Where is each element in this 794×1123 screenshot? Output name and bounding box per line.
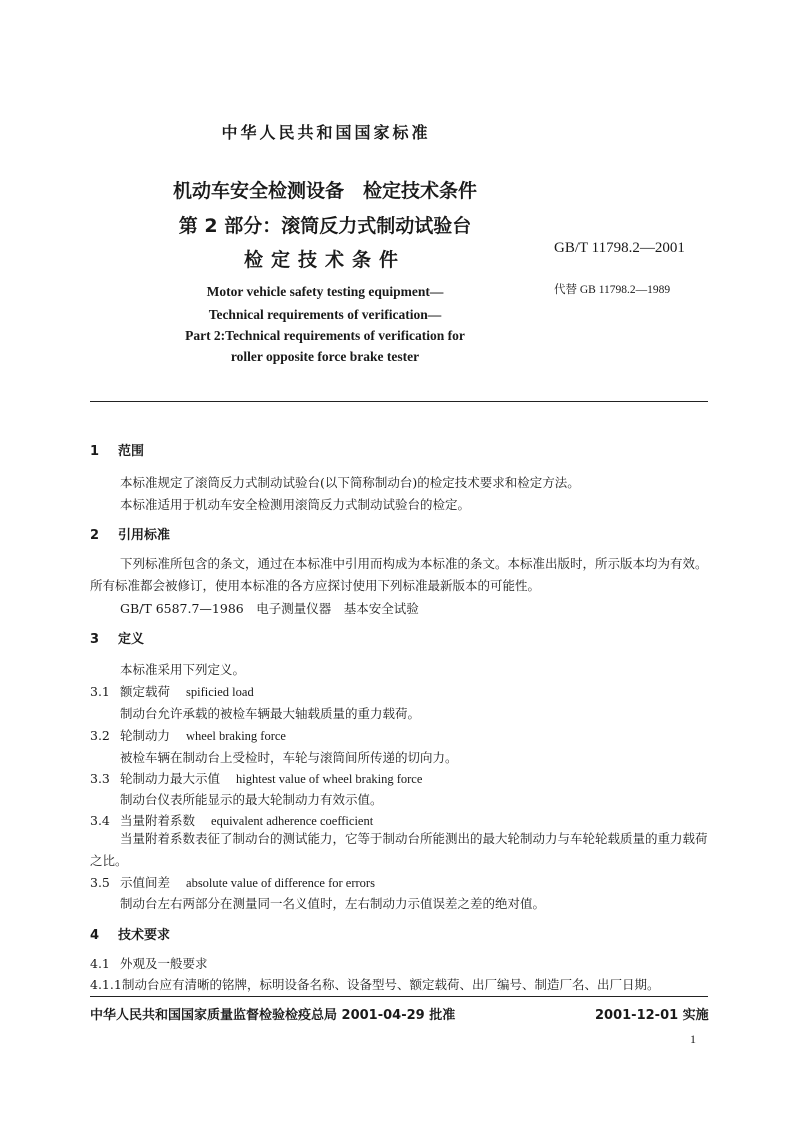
section-3-heading [90, 628, 144, 647]
section-2-heading [90, 524, 170, 543]
term-english: absolute value of difference for errors [186, 876, 375, 890]
section-2-paragraph-text: 下列标准所包含的条文，通过在本标准中引用而构成为本标准的条文。本标准出版时，所示版本均为有效。所有标准都会被修订，使用本标准的各方应探讨使用下列标准最新版本的可能性。 [90, 556, 708, 593]
term-number: 3.4 [90, 813, 110, 828]
section-2-title: 引用标准 [118, 528, 171, 543]
subsection-4-1-1 [90, 975, 660, 993]
term-chinese: 示值间差 [120, 875, 171, 890]
term-3-4-definition-text: 当量附着系数表征了制动台的测试能力，它等于制动台所能测出的最大轮制动力与车轮轮载质量的重力载荷之比。 [90, 831, 708, 868]
term-chinese: 额定载荷 [120, 684, 171, 699]
english-title-line-3: Part 2:Technical requirements of verification for [185, 328, 465, 343]
term-english: wheel braking force [186, 729, 286, 743]
term-number: 3.5 [90, 875, 110, 890]
term-3-1-definition: 制动台允许承载的被检车辆最大轴载质量的重力载荷。 [120, 706, 421, 721]
term-number: 3.3 [90, 771, 110, 786]
subsection-title: 外观及一般要求 [120, 956, 208, 971]
section-2-paragraph [90, 553, 710, 597]
subsection-4-1 [90, 954, 208, 972]
term-english: equivalent adherence coefficient [211, 814, 374, 828]
english-title-line-1: Motor vehicle safety testing equipment— [206, 284, 444, 299]
reference-standard: GB/T 6587.7—1986 电子测量仪器 基本安全试验 [120, 601, 419, 616]
section-1-heading [90, 440, 144, 459]
section-1-paragraph-2: 本标准适用于机动车安全检测用滚筒反力式制动试验台的检定。 [120, 497, 471, 512]
english-title-line-2: Technical requirements of verification— [208, 307, 442, 322]
title-line-2: 第 2 部分：滚筒反力式制动试验台 [178, 215, 472, 237]
term-english: spificied load [186, 685, 254, 699]
section-4-number: 4 [90, 928, 100, 943]
title-line-1: 机动车安全检测设备 检定技术条件 [172, 180, 477, 202]
standard-number: GB/T 11798.2—2001 [554, 240, 685, 256]
page-number: 1 [690, 1032, 696, 1046]
term-number: 3.2 [90, 728, 110, 743]
title-line-3: 检定技术条件 [243, 249, 406, 271]
section-3-number: 3 [90, 632, 100, 647]
term-3-1 [90, 682, 254, 700]
subsection-number: 4.1.1 [90, 977, 122, 992]
term-3-3-definition: 制动台仪表所能显示的最大轮制动力有效示值。 [120, 792, 383, 807]
replaces-standard: 代替 GB 11798.2—1989 [554, 284, 671, 296]
approval-line: 中华人民共和国国家质量监督检验检疫总局 2001-04-29 批准 [90, 1008, 456, 1023]
section-4-heading [90, 924, 170, 943]
term-number: 3.1 [90, 684, 110, 699]
term-3-3 [90, 769, 422, 787]
national-standard-heading: 中华人民共和国国家标准 [221, 123, 431, 142]
term-3-4 [90, 811, 373, 829]
term-chinese: 轮制动力 [120, 728, 171, 743]
header-divider [90, 401, 708, 402]
section-1-paragraph-1: 本标准规定了滚筒反力式制动试验台(以下简称制动台)的检定技术要求和检定方法。 [120, 475, 580, 490]
term-chinese: 当量附着系数 [120, 813, 196, 828]
section-3-title: 定义 [118, 632, 145, 647]
section-2-number: 2 [90, 528, 100, 543]
section-3-intro: 本标准采用下列定义。 [120, 662, 246, 677]
term-chinese: 轮制动力最大示值 [120, 771, 221, 786]
footer-divider [90, 996, 708, 997]
section-4-title: 技术要求 [118, 928, 171, 943]
subsection-text: 制动台应有清晰的铭牌，标明设备名称、设备型号、额定载荷、出厂编号、制造厂名、出厂日期。 [122, 977, 660, 992]
term-3-2-definition: 被检车辆在制动台上受检时，车轮与滚筒间所传递的切向力。 [120, 750, 458, 765]
term-3-4-definition [90, 828, 710, 872]
term-3-5-definition: 制动台左右两部分在测量同一名义值时，左右制动力示值误差之差的绝对值。 [120, 896, 546, 911]
section-1-title: 范围 [118, 444, 145, 459]
implementation-date: 2001-12-01 实施 [595, 1008, 709, 1023]
section-1-number: 1 [90, 444, 100, 459]
term-3-5 [90, 873, 375, 891]
term-english: hightest value of wheel braking force [236, 772, 423, 786]
english-title-line-4: roller opposite force brake tester [230, 349, 420, 364]
term-3-2 [90, 726, 286, 744]
subsection-number: 4.1 [90, 956, 110, 971]
